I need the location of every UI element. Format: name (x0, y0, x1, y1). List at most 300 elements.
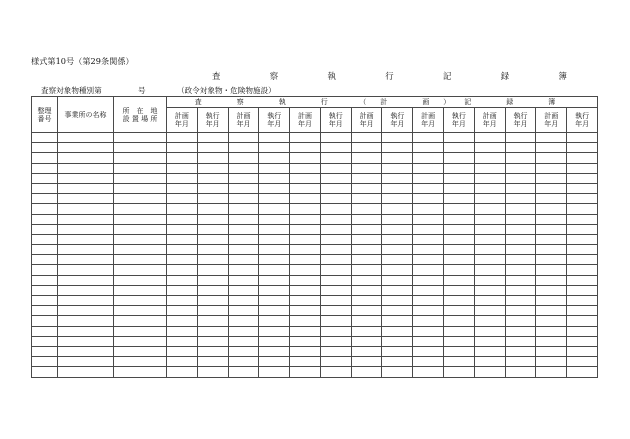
table-cell[interactable] (167, 163, 198, 173)
table-cell[interactable] (567, 275, 598, 285)
table-cell[interactable] (444, 245, 475, 255)
table-cell[interactable] (290, 133, 321, 143)
table-cell[interactable] (505, 346, 536, 356)
table-cell[interactable] (474, 306, 505, 316)
table-cell[interactable] (32, 183, 58, 193)
table-cell[interactable] (351, 143, 382, 153)
table-cell[interactable] (290, 234, 321, 244)
table-cell[interactable] (382, 143, 413, 153)
table-cell[interactable] (290, 204, 321, 214)
table-cell[interactable] (290, 153, 321, 163)
table-cell[interactable] (444, 133, 475, 143)
table-cell[interactable] (290, 265, 321, 275)
table-cell[interactable] (474, 194, 505, 204)
table-cell[interactable] (167, 275, 198, 285)
table-cell[interactable] (197, 357, 228, 367)
table-cell[interactable] (290, 183, 321, 193)
table-cell[interactable] (567, 265, 598, 275)
table-cell[interactable] (567, 255, 598, 265)
table-cell[interactable] (320, 346, 351, 356)
table-cell[interactable] (290, 316, 321, 326)
table-cell[interactable] (290, 275, 321, 285)
table-cell[interactable] (228, 285, 259, 295)
table-cell[interactable] (536, 224, 567, 234)
table-cell[interactable] (474, 133, 505, 143)
table-cell[interactable] (114, 245, 167, 255)
table-cell[interactable] (320, 285, 351, 295)
table-cell[interactable] (413, 183, 444, 193)
table-cell[interactable] (382, 224, 413, 234)
table-cell[interactable] (320, 306, 351, 316)
table-cell[interactable] (114, 214, 167, 224)
table-cell[interactable] (290, 224, 321, 234)
table-cell[interactable] (505, 224, 536, 234)
table-cell[interactable] (290, 285, 321, 295)
table-cell[interactable] (228, 326, 259, 336)
table-cell[interactable] (413, 204, 444, 214)
table-cell[interactable] (259, 285, 290, 295)
table-cell[interactable] (290, 173, 321, 183)
table-cell[interactable] (351, 306, 382, 316)
table-cell[interactable] (259, 346, 290, 356)
table-cell[interactable] (290, 143, 321, 153)
table-cell[interactable] (114, 234, 167, 244)
table-cell[interactable] (382, 153, 413, 163)
table-cell[interactable] (474, 367, 505, 377)
table-cell[interactable] (536, 326, 567, 336)
table-cell[interactable] (505, 275, 536, 285)
table-cell[interactable] (351, 163, 382, 173)
table-cell[interactable] (536, 275, 567, 285)
table-cell[interactable] (320, 153, 351, 163)
table-cell[interactable] (474, 336, 505, 346)
table-cell[interactable] (290, 194, 321, 204)
table-cell[interactable] (197, 316, 228, 326)
table-cell[interactable] (567, 367, 598, 377)
table-cell[interactable] (351, 234, 382, 244)
table-cell[interactable] (228, 275, 259, 285)
table-cell[interactable] (58, 194, 114, 204)
table-cell[interactable] (474, 326, 505, 336)
table-cell[interactable] (536, 245, 567, 255)
table-cell[interactable] (444, 306, 475, 316)
table-cell[interactable] (444, 204, 475, 214)
table-cell[interactable] (536, 346, 567, 356)
table-cell[interactable] (320, 265, 351, 275)
table-cell[interactable] (32, 296, 58, 306)
table-cell[interactable] (382, 357, 413, 367)
table-cell[interactable] (197, 153, 228, 163)
table-cell[interactable] (58, 326, 114, 336)
table-cell[interactable] (259, 336, 290, 346)
table-cell[interactable] (228, 346, 259, 356)
table-cell[interactable] (197, 133, 228, 143)
table-cell[interactable] (505, 336, 536, 346)
table-cell[interactable] (567, 153, 598, 163)
table-cell[interactable] (320, 357, 351, 367)
table-cell[interactable] (167, 306, 198, 316)
table-cell[interactable] (382, 306, 413, 316)
table-cell[interactable] (259, 204, 290, 214)
table-cell[interactable] (32, 275, 58, 285)
table-cell[interactable] (290, 214, 321, 224)
table-cell[interactable] (114, 255, 167, 265)
table-cell[interactable] (320, 143, 351, 153)
table-cell[interactable] (58, 204, 114, 214)
table-cell[interactable] (197, 194, 228, 204)
table-cell[interactable] (413, 224, 444, 234)
table-cell[interactable] (444, 275, 475, 285)
table-cell[interactable] (444, 234, 475, 244)
table-cell[interactable] (567, 245, 598, 255)
table-cell[interactable] (505, 316, 536, 326)
table-cell[interactable] (567, 336, 598, 346)
table-cell[interactable] (536, 255, 567, 265)
table-cell[interactable] (536, 316, 567, 326)
table-cell[interactable] (290, 367, 321, 377)
table-cell[interactable] (444, 336, 475, 346)
table-cell[interactable] (228, 336, 259, 346)
table-cell[interactable] (536, 183, 567, 193)
table-cell[interactable] (114, 183, 167, 193)
table-cell[interactable] (536, 234, 567, 244)
table-cell[interactable] (351, 296, 382, 306)
table-cell[interactable] (567, 346, 598, 356)
table-cell[interactable] (505, 296, 536, 306)
table-cell[interactable] (505, 234, 536, 244)
table-cell[interactable] (197, 367, 228, 377)
table-cell[interactable] (197, 296, 228, 306)
table-cell[interactable] (351, 214, 382, 224)
table-cell[interactable] (382, 194, 413, 204)
table-cell[interactable] (259, 194, 290, 204)
table-cell[interactable] (228, 173, 259, 183)
table-cell[interactable] (290, 255, 321, 265)
table-cell[interactable] (567, 285, 598, 295)
table-cell[interactable] (228, 183, 259, 193)
table-cell[interactable] (197, 143, 228, 153)
table-cell[interactable] (167, 204, 198, 214)
table-cell[interactable] (32, 306, 58, 316)
table-cell[interactable] (114, 133, 167, 143)
table-cell[interactable] (167, 316, 198, 326)
table-cell[interactable] (413, 234, 444, 244)
table-cell[interactable] (351, 153, 382, 163)
table-cell[interactable] (567, 357, 598, 367)
table-cell[interactable] (567, 296, 598, 306)
table-cell[interactable] (505, 255, 536, 265)
table-cell[interactable] (382, 285, 413, 295)
table-cell[interactable] (536, 285, 567, 295)
table-cell[interactable] (536, 173, 567, 183)
table-cell[interactable] (474, 255, 505, 265)
table-cell[interactable] (58, 265, 114, 275)
table-cell[interactable] (114, 173, 167, 183)
table-cell[interactable] (228, 234, 259, 244)
table-cell[interactable] (320, 367, 351, 377)
table-cell[interactable] (197, 234, 228, 244)
table-cell[interactable] (567, 173, 598, 183)
table-cell[interactable] (474, 224, 505, 234)
table-cell[interactable] (32, 204, 58, 214)
table-cell[interactable] (567, 326, 598, 336)
table-cell[interactable] (259, 245, 290, 255)
table-cell[interactable] (197, 245, 228, 255)
table-cell[interactable] (58, 143, 114, 153)
table-cell[interactable] (382, 214, 413, 224)
table-cell[interactable] (114, 316, 167, 326)
table-cell[interactable] (58, 214, 114, 224)
table-cell[interactable] (167, 326, 198, 336)
table-cell[interactable] (474, 296, 505, 306)
table-cell[interactable] (536, 204, 567, 214)
table-cell[interactable] (32, 326, 58, 336)
table-cell[interactable] (228, 143, 259, 153)
table-cell[interactable] (259, 224, 290, 234)
table-cell[interactable] (228, 296, 259, 306)
table-cell[interactable] (58, 153, 114, 163)
table-cell[interactable] (382, 245, 413, 255)
table-cell[interactable] (382, 163, 413, 173)
table-cell[interactable] (413, 326, 444, 336)
table-cell[interactable] (320, 194, 351, 204)
table-cell[interactable] (351, 285, 382, 295)
table-cell[interactable] (474, 275, 505, 285)
table-cell[interactable] (444, 214, 475, 224)
table-cell[interactable] (382, 173, 413, 183)
table-cell[interactable] (58, 255, 114, 265)
table-cell[interactable] (197, 204, 228, 214)
table-cell[interactable] (58, 133, 114, 143)
table-cell[interactable] (259, 153, 290, 163)
table-cell[interactable] (228, 214, 259, 224)
table-cell[interactable] (382, 265, 413, 275)
table-cell[interactable] (413, 255, 444, 265)
table-cell[interactable] (444, 163, 475, 173)
table-cell[interactable] (290, 296, 321, 306)
table-cell[interactable] (290, 336, 321, 346)
table-cell[interactable] (290, 306, 321, 316)
table-cell[interactable] (536, 357, 567, 367)
table-cell[interactable] (567, 204, 598, 214)
table-cell[interactable] (413, 153, 444, 163)
table-cell[interactable] (413, 346, 444, 356)
table-cell[interactable] (228, 204, 259, 214)
table-cell[interactable] (114, 275, 167, 285)
table-cell[interactable] (474, 183, 505, 193)
table-cell[interactable] (197, 285, 228, 295)
table-cell[interactable] (444, 183, 475, 193)
table-cell[interactable] (413, 245, 444, 255)
table-cell[interactable] (58, 275, 114, 285)
table-cell[interactable] (197, 163, 228, 173)
table-cell[interactable] (413, 296, 444, 306)
table-cell[interactable] (351, 224, 382, 234)
table-cell[interactable] (320, 326, 351, 336)
table-cell[interactable] (259, 183, 290, 193)
table-cell[interactable] (567, 143, 598, 153)
table-cell[interactable] (259, 133, 290, 143)
table-cell[interactable] (505, 245, 536, 255)
table-cell[interactable] (58, 183, 114, 193)
table-cell[interactable] (351, 346, 382, 356)
table-cell[interactable] (167, 245, 198, 255)
table-cell[interactable] (351, 194, 382, 204)
table-cell[interactable] (505, 163, 536, 173)
table-cell[interactable] (167, 367, 198, 377)
table-cell[interactable] (382, 316, 413, 326)
table-cell[interactable] (259, 367, 290, 377)
table-cell[interactable] (259, 306, 290, 316)
table-cell[interactable] (167, 153, 198, 163)
table-cell[interactable] (444, 357, 475, 367)
table-cell[interactable] (290, 326, 321, 336)
table-cell[interactable] (505, 265, 536, 275)
table-cell[interactable] (58, 234, 114, 244)
table-cell[interactable] (444, 224, 475, 234)
table-cell[interactable] (444, 367, 475, 377)
table-cell[interactable] (167, 255, 198, 265)
table-cell[interactable] (444, 255, 475, 265)
table-cell[interactable] (382, 296, 413, 306)
table-cell[interactable] (413, 265, 444, 275)
table-cell[interactable] (259, 234, 290, 244)
table-cell[interactable] (444, 326, 475, 336)
table-cell[interactable] (505, 173, 536, 183)
table-cell[interactable] (474, 153, 505, 163)
table-cell[interactable] (259, 214, 290, 224)
table-cell[interactable] (382, 326, 413, 336)
table-cell[interactable] (351, 173, 382, 183)
table-cell[interactable] (382, 336, 413, 346)
table-cell[interactable] (114, 265, 167, 275)
table-cell[interactable] (290, 346, 321, 356)
table-cell[interactable] (290, 163, 321, 173)
table-cell[interactable] (474, 357, 505, 367)
table-cell[interactable] (413, 214, 444, 224)
table-cell[interactable] (259, 326, 290, 336)
table-cell[interactable] (114, 296, 167, 306)
table-cell[interactable] (413, 275, 444, 285)
table-cell[interactable] (320, 245, 351, 255)
table-cell[interactable] (32, 153, 58, 163)
table-cell[interactable] (413, 194, 444, 204)
table-cell[interactable] (567, 224, 598, 234)
table-cell[interactable] (197, 214, 228, 224)
table-cell[interactable] (114, 357, 167, 367)
table-cell[interactable] (382, 255, 413, 265)
table-cell[interactable] (444, 316, 475, 326)
table-cell[interactable] (351, 275, 382, 285)
table-cell[interactable] (32, 133, 58, 143)
table-cell[interactable] (58, 245, 114, 255)
table-cell[interactable] (536, 296, 567, 306)
table-cell[interactable] (32, 163, 58, 173)
table-cell[interactable] (351, 204, 382, 214)
table-cell[interactable] (58, 163, 114, 173)
table-cell[interactable] (320, 255, 351, 265)
table-cell[interactable] (505, 285, 536, 295)
table-cell[interactable] (536, 336, 567, 346)
table-cell[interactable] (114, 306, 167, 316)
table-cell[interactable] (444, 265, 475, 275)
table-cell[interactable] (351, 367, 382, 377)
table-cell[interactable] (505, 143, 536, 153)
table-cell[interactable] (32, 357, 58, 367)
table-cell[interactable] (114, 326, 167, 336)
table-cell[interactable] (567, 133, 598, 143)
table-cell[interactable] (32, 224, 58, 234)
table-cell[interactable] (228, 224, 259, 234)
table-cell[interactable] (444, 285, 475, 295)
table-cell[interactable] (32, 316, 58, 326)
table-cell[interactable] (290, 245, 321, 255)
table-cell[interactable] (320, 234, 351, 244)
table-cell[interactable] (228, 163, 259, 173)
table-cell[interactable] (58, 296, 114, 306)
table-cell[interactable] (351, 133, 382, 143)
table-cell[interactable] (167, 173, 198, 183)
table-cell[interactable] (474, 214, 505, 224)
table-cell[interactable] (567, 234, 598, 244)
table-cell[interactable] (413, 306, 444, 316)
table-cell[interactable] (320, 316, 351, 326)
table-cell[interactable] (413, 163, 444, 173)
table-cell[interactable] (32, 194, 58, 204)
table-cell[interactable] (259, 296, 290, 306)
table-cell[interactable] (167, 183, 198, 193)
table-cell[interactable] (444, 173, 475, 183)
table-cell[interactable] (32, 336, 58, 346)
table-cell[interactable] (444, 194, 475, 204)
table-cell[interactable] (320, 275, 351, 285)
table-cell[interactable] (58, 224, 114, 234)
table-cell[interactable] (32, 245, 58, 255)
table-cell[interactable] (228, 367, 259, 377)
table-cell[interactable] (320, 224, 351, 234)
table-cell[interactable] (167, 336, 198, 346)
table-cell[interactable] (259, 163, 290, 173)
table-cell[interactable] (320, 214, 351, 224)
table-cell[interactable] (413, 316, 444, 326)
table-cell[interactable] (228, 357, 259, 367)
table-cell[interactable] (58, 173, 114, 183)
table-cell[interactable] (197, 346, 228, 356)
table-cell[interactable] (474, 346, 505, 356)
table-cell[interactable] (58, 357, 114, 367)
table-cell[interactable] (382, 204, 413, 214)
table-cell[interactable] (114, 194, 167, 204)
table-cell[interactable] (474, 245, 505, 255)
table-cell[interactable] (32, 173, 58, 183)
table-cell[interactable] (228, 265, 259, 275)
table-cell[interactable] (382, 346, 413, 356)
table-cell[interactable] (505, 357, 536, 367)
table-cell[interactable] (351, 183, 382, 193)
table-cell[interactable] (536, 306, 567, 316)
table-cell[interactable] (167, 265, 198, 275)
table-cell[interactable] (444, 346, 475, 356)
table-cell[interactable] (320, 133, 351, 143)
table-cell[interactable] (167, 234, 198, 244)
table-cell[interactable] (228, 306, 259, 316)
table-cell[interactable] (32, 346, 58, 356)
table-cell[interactable] (536, 214, 567, 224)
table-cell[interactable] (505, 153, 536, 163)
table-cell[interactable] (259, 275, 290, 285)
table-cell[interactable] (444, 143, 475, 153)
table-cell[interactable] (32, 234, 58, 244)
